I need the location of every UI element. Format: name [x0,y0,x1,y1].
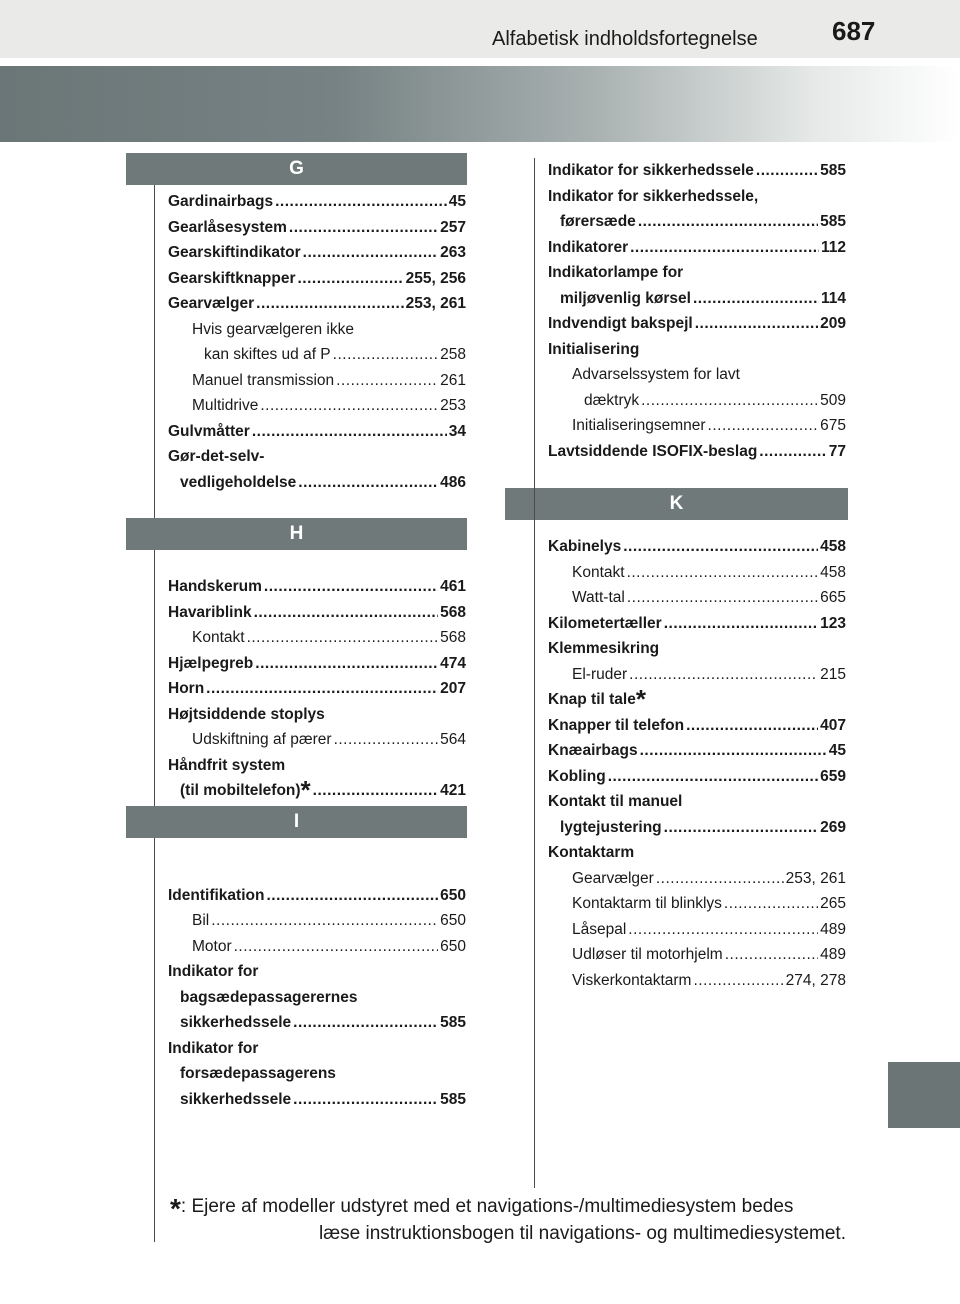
section-rule-g [154,185,155,518]
index-entry: Håndfrit system [168,756,286,774]
column-divider [534,158,535,1188]
index-entry: Kilometertæller ..... 123 [548,611,846,637]
index-subentry: El-ruder ..... 215 [548,662,846,688]
footnote-marker: * [635,684,646,714]
index-entry: Identifikation ..... 650 [168,883,466,909]
section-letter-k: K [505,488,848,520]
index-entry: lygtejustering ..... 269 [548,815,846,841]
section-letter-i: I [126,806,467,838]
index-entry: Havariblink ..... 568 [168,600,466,626]
index-entry: Indikator for sikkerhedssele ..... 585 [548,158,846,184]
index-entry: Gearlåsesystem ..... 257 [168,215,466,241]
index-subentry: Udskiftning af pærer ..... 564 [168,727,466,753]
index-entry: Højtsiddende stoplys [168,705,325,723]
index-column-left [168,189,466,1112]
index-subentry: Bil ..... 650 [168,908,466,934]
index-entry: Gulvmåtter ..... 34 [168,419,466,445]
index-entry: Initialisering [548,340,640,358]
footnote-line-2: læse instruktionsbogen til navigations- og multimediesystemet. [319,1223,846,1244]
index-entry: Hjælpegreb ..... 474 [168,651,466,677]
index-subentry: Kontaktarm til blinklys ..... 265 [548,891,846,917]
index-entry: Horn ..... 207 [168,676,466,702]
footnote-marker: * [300,775,311,805]
index-entry: Gearvælger ..... 253, 261 [168,291,466,317]
index-subentry: Watt-tal ..... 665 [548,585,846,611]
index-entry: Klemmesikring [548,640,660,657]
index-entry: Lavtsiddende ISOFIX-beslag ..... 77 [548,439,846,465]
index-subentry: Udløser til motorhjelm ..... 489 [548,942,846,968]
footnote-line-1: *: Ejere af modeller udstyret med et navigations-/multimediesystem bedes [170,1193,794,1224]
index-entry: Indvendigt bakspejl ..... 209 [548,311,846,337]
index-subentry: Multidrive ..... 253 [168,393,466,419]
index-entry: Indikator for [168,963,259,980]
index-subentry: Advarselssystem for lavt [572,366,740,383]
index-subentry: Manuel transmission ..... 261 [168,368,466,394]
index-entry: Gør-det-selv- [168,448,265,465]
index-side-tab [888,1062,960,1128]
index-entry: Gearskiftindikator ..... 263 [168,240,466,266]
index-entry: Knæairbags ..... 45 [548,738,846,764]
index-subentry: dæktryk ..... 509 [548,388,846,414]
page-number: 687 [832,16,876,46]
index-subentry: Hvis gearvælgeren ikke [192,320,354,338]
index-entry: sikkerhedssele ..... 585 [168,1087,466,1113]
index-subentry: Gearvælger ..... 253, 261 [548,866,846,892]
index-entry: Kabinelys ..... 458 [548,534,846,560]
index-entry: bagsædepassagerernes [180,988,358,1006]
index-entry: Indikator for [168,1039,259,1057]
index-entry: Handskerum ..... 461 [168,574,466,600]
index-entry: Indikatorer ..... 112 [548,235,846,261]
index-subentry: Kontakt ..... 568 [168,625,466,651]
index-subentry: Motor ..... 650 [168,934,466,960]
page-title: Alfabetisk indholdsfortegnelse [492,28,758,50]
index-entry: førersæde ..... 585 [548,209,846,235]
index-entry: forsædepassagerens [180,1065,336,1082]
index-entry: Indikator for sikkerhedssele, [548,187,759,205]
header-banner [0,66,960,142]
section-letter-h: H [126,518,467,550]
index-entry: Knapper til telefon ..... 407 [548,713,846,739]
index-entry: Knap til tale* [548,684,646,714]
index-entry: Kobling ..... 659 [548,764,846,790]
header-strip [0,0,960,58]
index-entry: sikkerhedssele ..... 585 [168,1010,466,1036]
index-entry: Kontaktarm [548,844,635,861]
index-subentry: Låsepal ..... 489 [548,917,846,943]
index-entry: Kontakt til manuel [548,793,683,810]
index-entry: miljøvenlig kørsel ..... 114 [548,286,846,312]
index-entry: Indikatorlampe for [548,264,684,281]
index-entry: Gearskiftknapper ..... 255, 256 [168,266,466,292]
section-letter-g: G [126,153,467,185]
index-entry: Gardinairbags ..... 45 [168,189,466,215]
index-entry: vedligeholdelse ..... 486 [168,470,466,496]
index-subentry: Initialiseringsemner ..... 675 [548,413,846,439]
footnote [170,1194,846,1246]
footnote-marker: * [170,1193,181,1224]
section-rule-h [154,550,155,806]
section-rule-i [154,838,155,1242]
index-subentry: kan skiftes ud af P ..... 258 [168,342,466,368]
index-subentry: Kontakt ..... 458 [548,560,846,586]
index-column-right [548,158,846,993]
index-subentry: Viskerkontaktarm ..... 274, 278 [548,968,846,994]
index-entry: (til mobiltelefon)* ..... 421 [168,778,466,804]
